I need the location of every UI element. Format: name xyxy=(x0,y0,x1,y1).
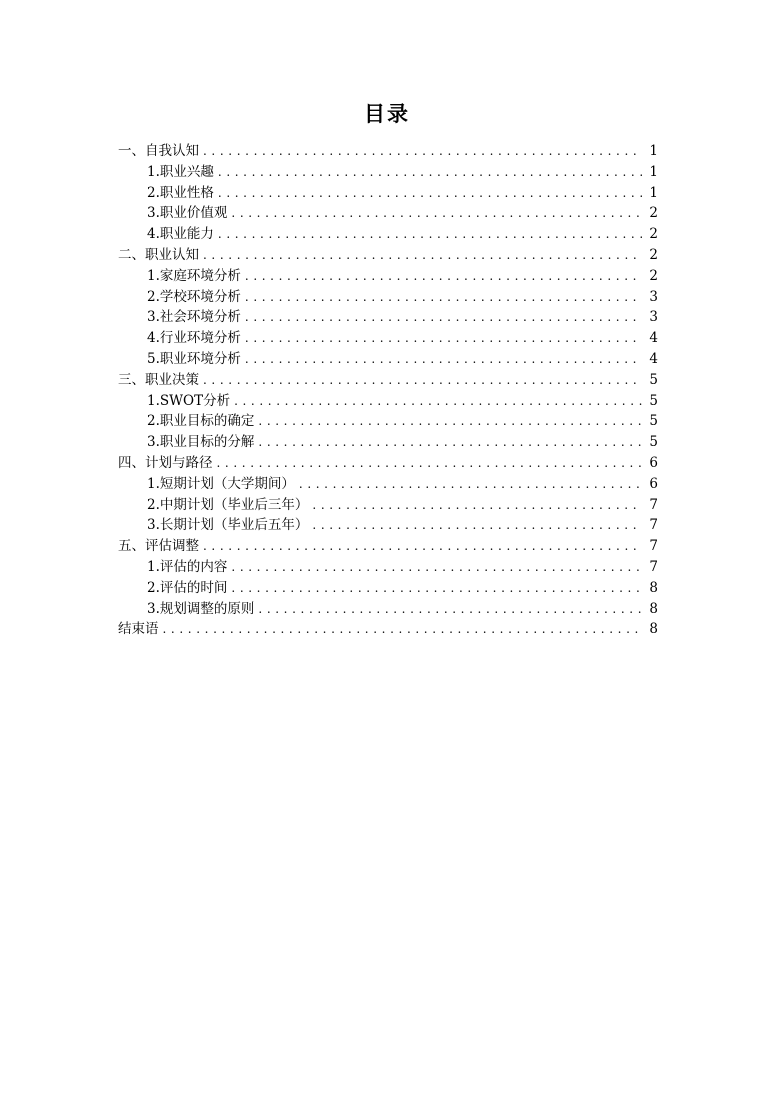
toc-subsection-entry[interactable] xyxy=(118,307,658,328)
toc-entry-label: 四、计划与路径 xyxy=(118,454,213,471)
toc-page-number: 7 xyxy=(649,558,658,575)
toc-page-number: 8 xyxy=(649,621,658,638)
toc-subsection-entry[interactable] xyxy=(118,557,658,578)
toc-entry-label: 3.规划调整的原则 xyxy=(147,600,255,617)
toc-dot-leader xyxy=(258,411,642,432)
toc-page-number: 5 xyxy=(649,392,658,409)
toc-page-number: 6 xyxy=(649,475,658,492)
toc-entry-label: 2.职业性格 xyxy=(147,184,214,201)
toc-entry-label: 五、评估调整 xyxy=(118,538,199,555)
toc-page-number: 5 xyxy=(649,413,658,430)
toc-entry-label: 3.职业价值观 xyxy=(147,205,228,222)
toc-subsection-entry[interactable] xyxy=(118,266,658,287)
toc-page-number: 8 xyxy=(649,600,658,617)
toc-page-number: 2 xyxy=(649,246,658,263)
toc-dot-leader xyxy=(258,599,642,620)
toc-page-number: 1 xyxy=(649,184,658,201)
toc-subsection-entry[interactable] xyxy=(118,328,658,349)
toc-page-number: 7 xyxy=(649,517,658,534)
toc-subsection-entry[interactable] xyxy=(118,411,658,432)
toc-page-number: 7 xyxy=(649,538,658,555)
toc-subsection-entry[interactable] xyxy=(118,474,658,495)
toc-dot-leader xyxy=(312,495,642,516)
toc-subsection-entry[interactable] xyxy=(118,432,658,453)
toc-dot-leader xyxy=(217,453,643,474)
toc-dot-leader xyxy=(299,474,642,495)
toc-page-number: 7 xyxy=(649,496,658,513)
toc-entry-label: 2.职业目标的确定 xyxy=(147,413,255,430)
toc-entry-label: 5.职业环境分析 xyxy=(147,350,241,367)
toc-page-number: 8 xyxy=(649,579,658,596)
toc-subsection-entry[interactable] xyxy=(118,349,658,370)
toc-subsection-entry[interactable] xyxy=(118,391,658,412)
toc-dot-leader xyxy=(312,515,642,536)
toc-entry-label: 4.行业环境分析 xyxy=(147,330,241,347)
toc-page-number: 3 xyxy=(649,309,658,326)
toc-dot-leader xyxy=(245,349,642,370)
toc-dot-leader xyxy=(203,536,642,557)
toc-page-number: 3 xyxy=(649,288,658,305)
toc-subsection-entry[interactable] xyxy=(118,578,658,599)
toc-page-number: 1 xyxy=(649,163,658,180)
toc-dot-leader xyxy=(231,578,642,599)
toc-dot-leader xyxy=(218,162,642,183)
toc-dot-leader xyxy=(245,266,642,287)
toc-subsection-entry[interactable] xyxy=(118,203,658,224)
toc-dot-leader xyxy=(203,245,642,266)
toc-dot-leader xyxy=(245,307,642,328)
toc-entry-label: 3.社会环境分析 xyxy=(147,309,241,326)
toc-dot-leader xyxy=(245,328,642,349)
toc-entry-label: 2.学校环境分析 xyxy=(147,288,241,305)
toc-dot-leader xyxy=(163,619,643,640)
toc-entry-label: 2.评估的时间 xyxy=(147,579,228,596)
toc-entry-label: 结束语 xyxy=(118,621,159,638)
toc-dot-leader xyxy=(203,370,642,391)
toc-section-entry[interactable] xyxy=(118,245,658,266)
toc-subsection-entry[interactable] xyxy=(118,162,658,183)
toc-dot-leader xyxy=(245,287,642,308)
toc-section-entry[interactable] xyxy=(118,370,658,391)
toc-subsection-entry[interactable] xyxy=(118,183,658,204)
toc-dot-leader xyxy=(218,183,642,204)
toc-entry-label: 一、自我认知 xyxy=(118,143,199,159)
toc-subsection-entry[interactable] xyxy=(118,287,658,308)
toc-page-number: 4 xyxy=(649,330,658,347)
toc-page-number: 6 xyxy=(649,454,658,471)
toc-entry-label: 1.SWOT分析 xyxy=(147,392,231,409)
toc-dot-leader xyxy=(203,141,642,162)
toc-page-number: 4 xyxy=(649,350,658,367)
toc-entry-label: 三、职业决策 xyxy=(118,371,199,388)
toc-section-entry[interactable] xyxy=(118,619,658,640)
toc-dot-leader xyxy=(231,203,642,224)
toc-entry-label: 1.家庭环境分析 xyxy=(147,267,241,284)
toc-dot-leader xyxy=(231,557,642,578)
toc-dot-leader xyxy=(258,432,642,453)
table-of-contents xyxy=(118,141,658,640)
toc-subsection-entry[interactable] xyxy=(118,599,658,620)
toc-title: 目录 xyxy=(364,102,410,126)
toc-page-number: 2 xyxy=(649,205,658,222)
toc-page-number: 1 xyxy=(649,143,658,159)
toc-entry-label: 1.职业兴趣 xyxy=(147,163,214,180)
toc-section-entry[interactable] xyxy=(118,453,658,474)
toc-entry-label: 二、职业认知 xyxy=(118,246,199,263)
toc-dot-leader xyxy=(218,224,642,245)
toc-page-number: 2 xyxy=(649,267,658,284)
toc-page-number: 5 xyxy=(649,434,658,451)
toc-section-entry[interactable] xyxy=(118,141,658,162)
toc-entry-label: 3.职业目标的分解 xyxy=(147,434,255,451)
toc-entry-label: 1.短期计划（大学期间） xyxy=(147,475,295,492)
toc-section-entry[interactable] xyxy=(118,536,658,557)
toc-page-number: 5 xyxy=(649,371,658,388)
toc-subsection-entry[interactable] xyxy=(118,224,658,245)
toc-entry-label: 3.长期计划（毕业后五年） xyxy=(147,517,309,534)
toc-dot-leader xyxy=(234,391,642,412)
toc-entry-label: 1.评估的内容 xyxy=(147,558,228,575)
toc-entry-label: 4.职业能力 xyxy=(147,226,214,243)
toc-entry-label: 2.中期计划（毕业后三年） xyxy=(147,496,309,513)
toc-subsection-entry[interactable] xyxy=(118,515,658,536)
toc-subsection-entry[interactable] xyxy=(118,495,658,516)
toc-page-number: 2 xyxy=(649,226,658,243)
